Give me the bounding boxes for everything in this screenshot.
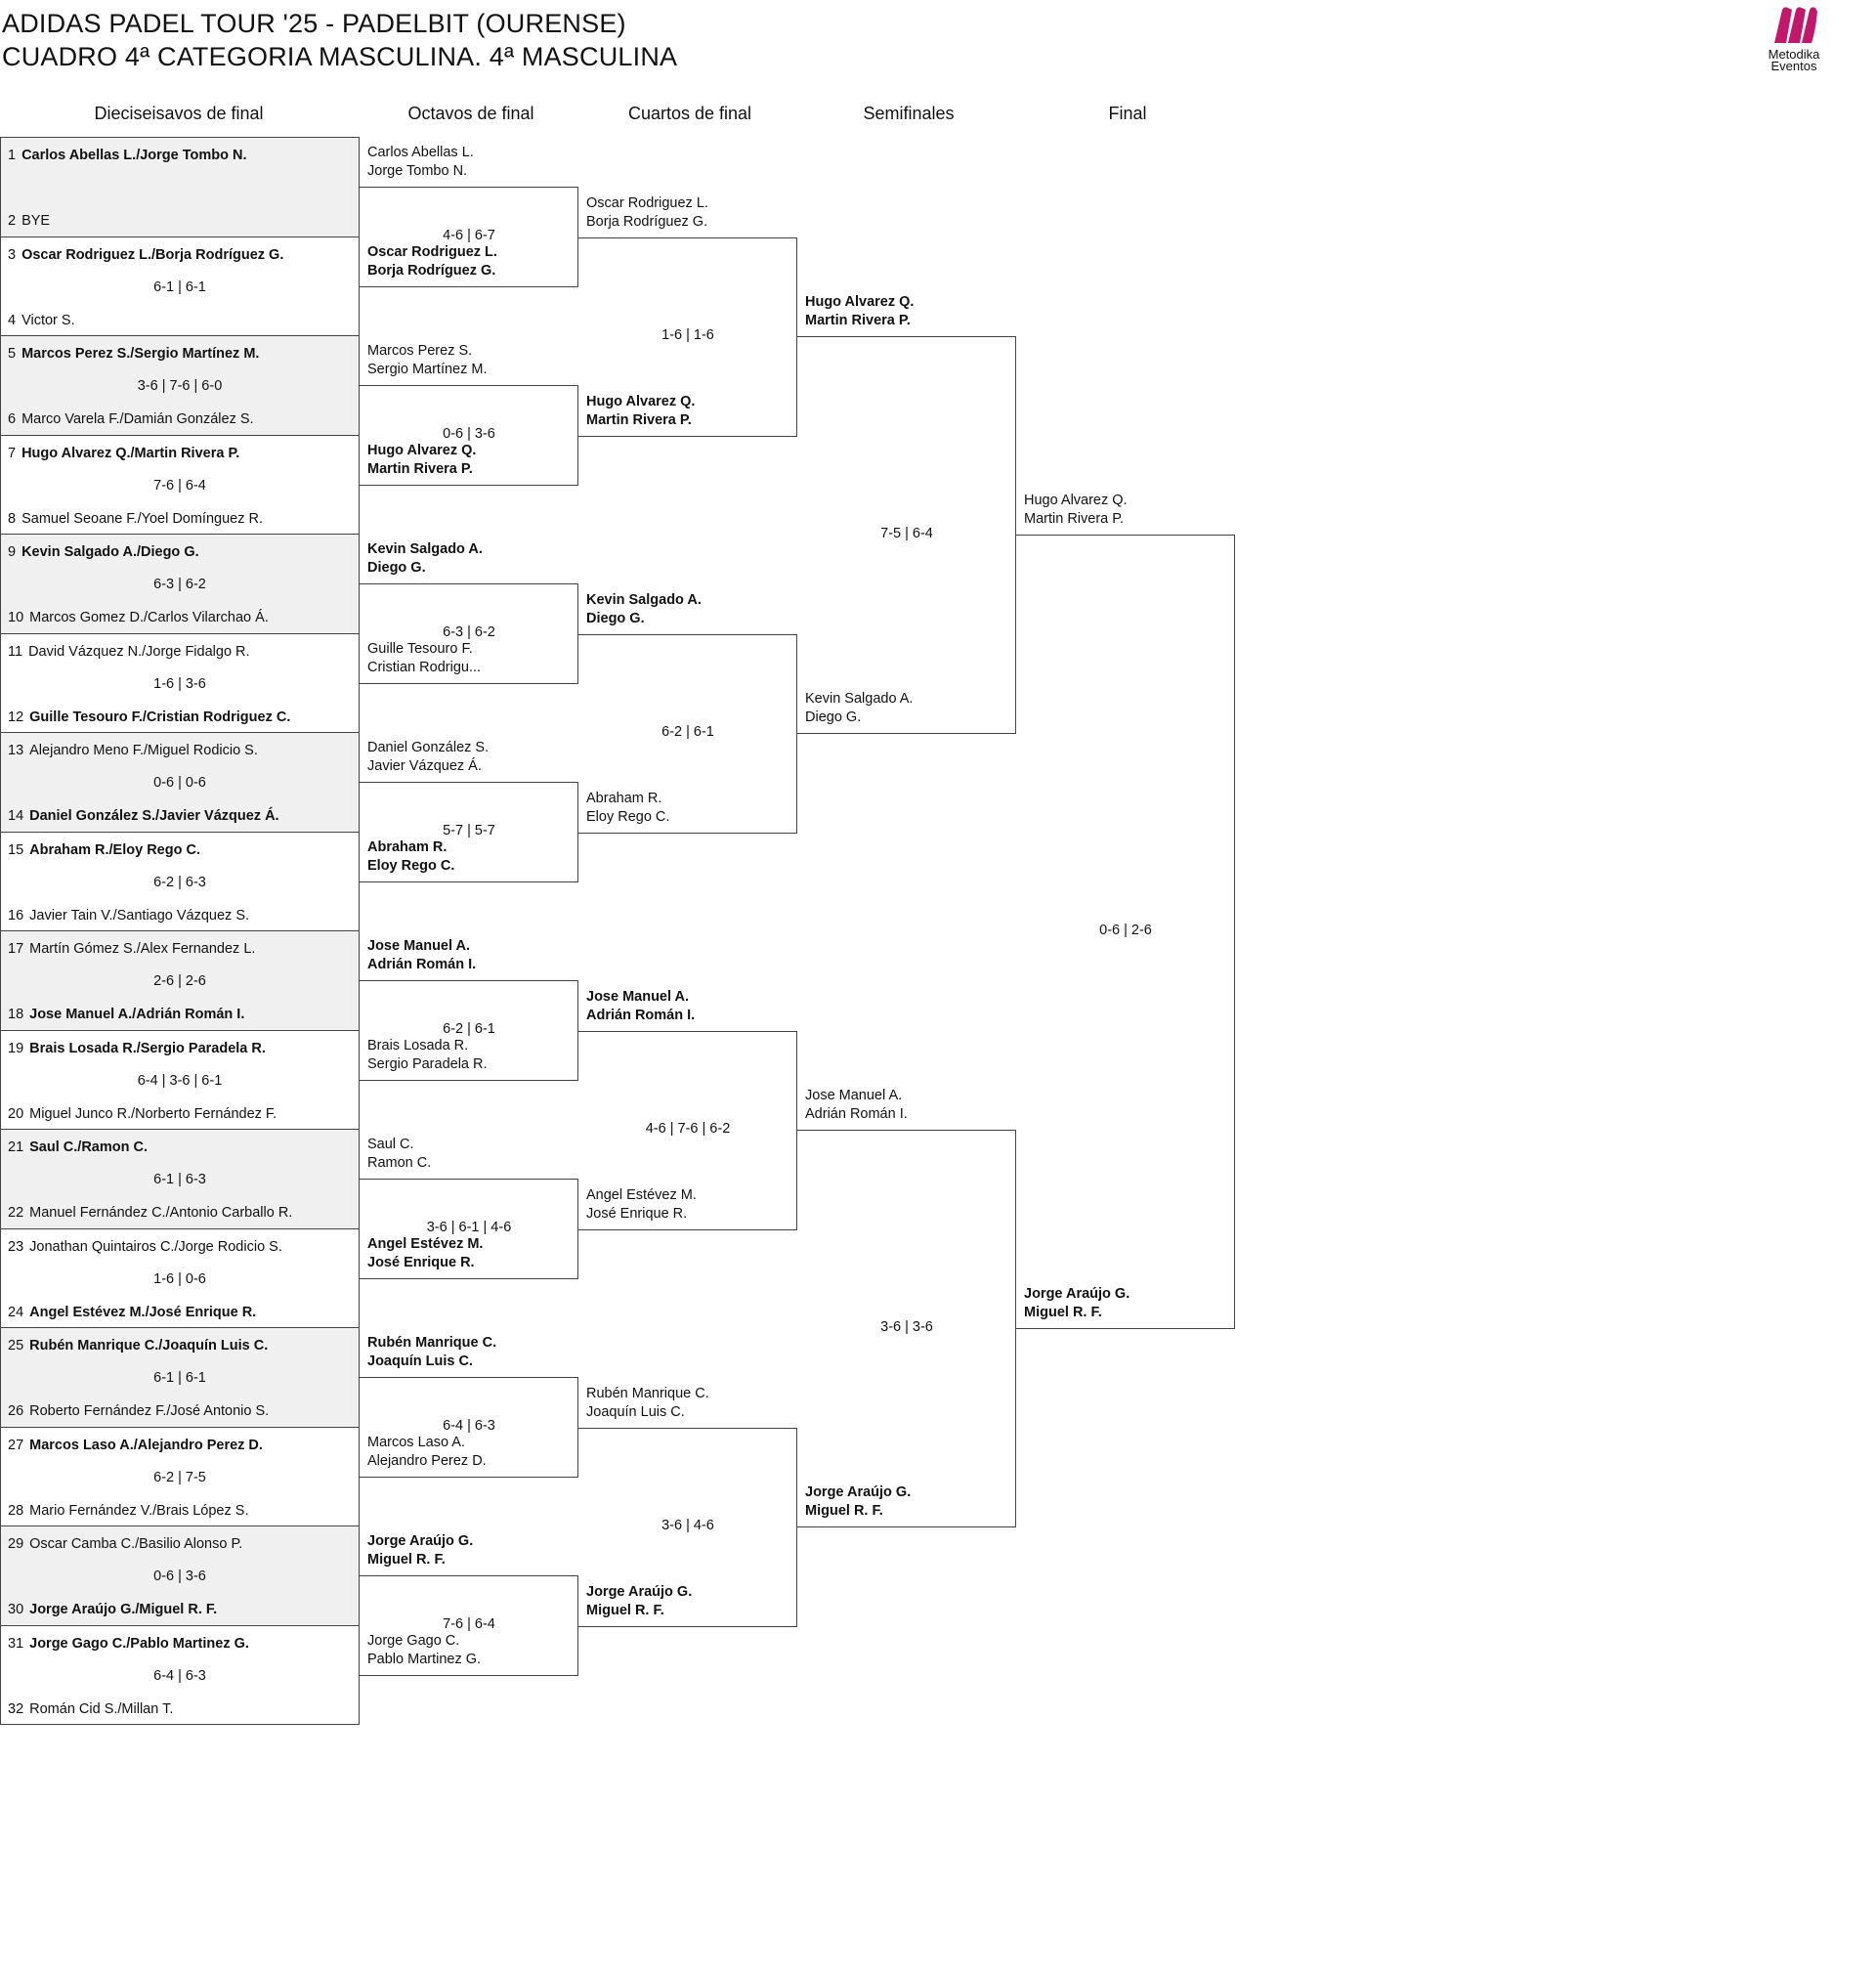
- pair-name: Roberto Fernández F./José Antonio S.: [29, 1403, 270, 1419]
- seed-number: 17: [8, 941, 24, 957]
- sf-match-score: 3-6 | 3-6: [880, 1319, 933, 1335]
- r32-player: [8, 1304, 256, 1322]
- r32-player: [8, 345, 259, 364]
- seed-number: 20: [8, 1105, 24, 1122]
- r32-player: [8, 1139, 148, 1157]
- r32-player: [8, 147, 247, 165]
- r16-match-score: 6-3 | 6-2: [443, 623, 495, 640]
- r32-player: [8, 1437, 263, 1455]
- round-header-r32: Dieciseisavos de final: [94, 104, 264, 123]
- r32-player: [8, 1402, 269, 1421]
- r16-match-score: 6-2 | 6-1: [443, 1020, 495, 1037]
- r32-player: [8, 643, 250, 662]
- seed-number: 5: [8, 346, 17, 362]
- seed-number: 18: [8, 1007, 24, 1022]
- seed-number: 22: [8, 1205, 24, 1221]
- r32-player: [8, 212, 50, 231]
- seed-number: 13: [8, 743, 24, 758]
- match-score: 6-3 | 6-2: [153, 577, 206, 592]
- qf-match-score: 4-6 | 7-6 | 6-2: [645, 1121, 731, 1137]
- r32-player: [8, 1105, 277, 1124]
- seed-number: 6: [8, 411, 17, 427]
- qf-pair-b: Jorge Araújo G. Miguel R. F.: [586, 1583, 693, 1618]
- seed-number: 8: [8, 510, 17, 527]
- qf-pair-a: Kevin Salgado A. Diego G.: [586, 591, 702, 626]
- r16-pair-a: Kevin Salgado A. Diego G.: [367, 541, 483, 576]
- r32-player: [8, 1040, 266, 1058]
- qf-pair-a: Oscar Rodriguez L. Borja Rodríguez G.: [586, 194, 708, 230]
- match-score: 6-1 | 6-1: [153, 279, 206, 295]
- r32-player: [8, 907, 249, 925]
- r32-player: [8, 1006, 244, 1024]
- match-score: 6-1 | 6-3: [153, 1172, 206, 1187]
- qf-match-score: 3-6 | 4-6: [661, 1518, 714, 1533]
- seed-number: 32: [8, 1700, 24, 1717]
- match-score: 0-6 | 3-6: [153, 1569, 206, 1584]
- match-score: 1-6 | 0-6: [153, 1270, 206, 1287]
- seed-number: 16: [8, 907, 24, 924]
- final-pair-a: Hugo Alvarez Q. Martin Rivera P.: [1024, 493, 1128, 527]
- pair-name: Román Cid S./Millan T.: [29, 1700, 174, 1717]
- seed-number: 23: [8, 1238, 24, 1255]
- pair-name: Manuel Fernández C./Antonio Carballo R.: [29, 1205, 293, 1221]
- r16-pair-b: Marcos Laso A. Alejandro Perez D.: [367, 1434, 487, 1469]
- seed-number: 25: [8, 1338, 24, 1354]
- pair-name: Samuel Seoane F./Yoel Domínguez R.: [21, 510, 263, 527]
- r32-player: [8, 1535, 242, 1554]
- r16-pair-a: Carlos Abellas L. Jorge Tombo N.: [367, 145, 474, 179]
- pair-name: Marcos Perez S./Sergio Martínez M.: [21, 346, 260, 362]
- match-score: 6-4 | 6-3: [153, 1667, 206, 1684]
- round-header-final: Final: [1108, 104, 1147, 123]
- r32-player: [8, 445, 239, 463]
- r32-player: [8, 742, 258, 760]
- r16-match-score: 7-6 | 6-4: [443, 1615, 495, 1632]
- pair-name: Brais Losada R./Sergio Paradela R.: [29, 1040, 266, 1056]
- pair-name: Abraham R./Eloy Rego C.: [29, 841, 200, 858]
- draw-subtitle: CUADRO 4ª CATEGORIA MASCULINA. 4ª MASCULINA: [2, 42, 678, 71]
- seed-number: 7: [8, 445, 17, 461]
- r32-player: [8, 609, 269, 627]
- pair-name: Angel Estévez M./José Enrique R.: [29, 1304, 257, 1320]
- r16-pair-a: Daniel González S. Javier Vázquez Á.: [367, 740, 490, 774]
- qf-match-score: 1-6 | 1-6: [661, 327, 714, 343]
- match-score: 3-6 | 7-6 | 6-0: [137, 378, 223, 394]
- pair-name: Marco Varela F./Damián González S.: [21, 411, 254, 427]
- r32-player: [8, 510, 263, 529]
- qf-pair-b: Abraham R. Eloy Rego C.: [586, 790, 670, 825]
- pair-name: Jorge Gago C./Pablo Martinez G.: [29, 1635, 249, 1652]
- r32-player: [8, 410, 254, 429]
- seed-number: 19: [8, 1040, 24, 1056]
- metodika-logo: [1747, 4, 1841, 78]
- seed-number: 24: [8, 1304, 24, 1320]
- logo-text-line1: Metodika: [1768, 47, 1820, 62]
- pair-name: Jorge Araújo G./Miguel R. F.: [29, 1602, 218, 1617]
- seed-number: 28: [8, 1502, 24, 1519]
- qf-match-score: 6-2 | 6-1: [661, 724, 714, 740]
- r16-pair-b: Oscar Rodriguez L. Borja Rodríguez G.: [367, 243, 497, 279]
- pair-name: Rubén Manrique C./Joaquín Luis C.: [29, 1338, 269, 1354]
- r32-player: [8, 543, 199, 562]
- pair-name: Kevin Salgado A./Diego G.: [21, 544, 199, 560]
- pair-name: Oscar Camba C./Basilio Alonso P.: [29, 1536, 243, 1552]
- pair-name: Oscar Rodriguez L./Borja Rodríguez G.: [21, 246, 284, 263]
- r16-pair-a: Saul C. Ramon C.: [367, 1137, 432, 1171]
- sf-match-score: 7-5 | 6-4: [880, 526, 933, 541]
- logo-mark-icon: [1747, 4, 1841, 47]
- r32-player: [8, 1700, 173, 1719]
- r32-player: [8, 1502, 248, 1521]
- r16-pair-b: Abraham R. Eloy Rego C.: [367, 838, 455, 874]
- qf-pair-b: Angel Estévez M. José Enrique R.: [586, 1186, 697, 1222]
- round-header-qf: Cuartos de final: [627, 104, 752, 123]
- sf-pair-b: Kevin Salgado A. Diego G.: [805, 691, 914, 725]
- sf-pair-a: Jose Manuel A. Adrián Román I.: [805, 1088, 908, 1122]
- match-score: 6-1 | 6-1: [153, 1370, 206, 1386]
- seed-number: 2: [8, 213, 17, 229]
- r32-player: [8, 1238, 282, 1257]
- match-score: 1-6 | 3-6: [153, 675, 206, 692]
- pair-name: Javier Tain V./Santiago Vázquez S.: [29, 907, 250, 924]
- pair-name: Jonathan Quintairos C./Jorge Rodicio S.: [29, 1238, 282, 1255]
- r16-pair-b: Angel Estévez M. José Enrique R.: [367, 1235, 484, 1270]
- r16-pair-a: Jorge Araújo G. Miguel R. F.: [367, 1533, 474, 1568]
- pair-name: Marcos Laso A./Alejandro Perez D.: [29, 1437, 263, 1453]
- r16-match-score: 6-4 | 6-3: [443, 1417, 495, 1434]
- r32-player: [8, 940, 255, 959]
- r16-pair-a: Marcos Perez S. Sergio Martínez M.: [367, 343, 488, 377]
- pair-name: Alejandro Meno F./Miguel Rodicio S.: [29, 743, 258, 758]
- r32-player: [8, 841, 200, 860]
- pair-name: Hugo Alvarez Q./Martin Rivera P.: [21, 445, 240, 461]
- r16-pair-b: Jorge Gago C. Pablo Martinez G.: [367, 1632, 482, 1667]
- pair-name: Daniel González S./Javier Vázquez Á.: [29, 808, 279, 824]
- seed-number: 21: [8, 1139, 24, 1155]
- match-score: 6-4 | 3-6 | 6-1: [137, 1072, 223, 1089]
- r32-player: [8, 312, 75, 330]
- sf-pair-b: Jorge Araújo G. Miguel R. F.: [805, 1484, 912, 1519]
- pair-name: Jose Manuel A./Adrián Román I.: [29, 1007, 245, 1022]
- r32-player: [8, 1601, 217, 1619]
- pair-name: Carlos Abellas L./Jorge Tombo N.: [21, 148, 247, 163]
- r16-match-score: 5-7 | 5-7: [443, 822, 495, 838]
- seed-number: 27: [8, 1437, 24, 1453]
- match-score: 6-2 | 6-3: [153, 874, 206, 890]
- r32-player: [8, 807, 279, 826]
- r16-match-score: 3-6 | 6-1 | 4-6: [426, 1219, 512, 1235]
- pair-name: Victor S.: [21, 312, 75, 328]
- r16-pair-b: Guille Tesouro F. Cristian Rodrigu...: [367, 640, 482, 675]
- final-match-score: 0-6 | 2-6: [1099, 923, 1152, 938]
- seed-number: 10: [8, 610, 24, 625]
- final-pair-b: Jorge Araújo G. Miguel R. F.: [1024, 1286, 1130, 1320]
- seed-number: 15: [8, 841, 24, 858]
- pair-name: Miguel Junco R./Norberto Fernández F.: [29, 1105, 277, 1122]
- r16-match-score: 4-6 | 6-7: [443, 227, 495, 243]
- match-score: 0-6 | 0-6: [153, 775, 206, 791]
- r16-pair-b: Brais Losada R. Sergio Paradela R.: [367, 1037, 488, 1072]
- r16-match-score: 0-6 | 3-6: [443, 425, 495, 442]
- r32-player: [8, 246, 283, 265]
- r32-player: [8, 1204, 292, 1223]
- match-score: 6-2 | 7-5: [153, 1469, 206, 1485]
- seed-number: 14: [8, 808, 24, 824]
- sf-pair-a: Hugo Alvarez Q. Martin Rivera P.: [805, 294, 915, 328]
- r16-pair-a: Rubén Manrique C. Joaquín Luis C.: [367, 1335, 497, 1369]
- r32-player: [8, 709, 290, 727]
- logo-text-line2: Eventos: [1770, 59, 1817, 73]
- round-header-r16: Octavos de final: [407, 104, 534, 123]
- pair-name: Saul C./Ramon C.: [29, 1139, 148, 1155]
- seed-number: 1: [8, 148, 17, 163]
- seed-number: 11: [8, 643, 23, 660]
- r16-pair-a: Jose Manuel A. Adrián Román I.: [367, 938, 477, 972]
- pair-name: BYE: [21, 213, 51, 229]
- seed-number: 29: [8, 1536, 24, 1552]
- seed-number: 4: [8, 312, 17, 328]
- qf-pair-b: Hugo Alvarez Q. Martin Rivera P.: [586, 393, 696, 428]
- seed-number: 30: [8, 1602, 24, 1617]
- qf-pair-a: Jose Manuel A. Adrián Román I.: [586, 988, 696, 1023]
- pair-name: Marcos Gomez D./Carlos Vilarchao Á.: [29, 610, 269, 625]
- pair-name: Mario Fernández V./Brais López S.: [29, 1502, 249, 1519]
- seed-number: 12: [8, 709, 24, 725]
- qf-pair-a: Rubén Manrique C. Joaquín Luis C.: [586, 1385, 709, 1420]
- seed-number: 9: [8, 544, 17, 560]
- r16-pair-b: Hugo Alvarez Q. Martin Rivera P.: [367, 442, 477, 477]
- seed-number: 26: [8, 1403, 24, 1419]
- pair-name: Martín Gómez S./Alex Fernandez L.: [29, 941, 256, 957]
- tournament-title: ADIDAS PADEL TOUR '25 - PADELBIT (OURENSE): [2, 9, 626, 38]
- seed-number: 31: [8, 1635, 24, 1652]
- pair-name: David Vázquez N./Jorge Fidalgo R.: [28, 643, 250, 660]
- pair-name: Guille Tesouro F./Cristian Rodriguez C.: [29, 709, 291, 725]
- r32-player: [8, 1337, 268, 1355]
- r32-player: [8, 1635, 249, 1654]
- match-score: 2-6 | 2-6: [153, 973, 206, 989]
- match-score: 7-6 | 6-4: [153, 477, 206, 494]
- round-header-sf: Semifinales: [863, 104, 955, 123]
- seed-number: 3: [8, 246, 17, 263]
